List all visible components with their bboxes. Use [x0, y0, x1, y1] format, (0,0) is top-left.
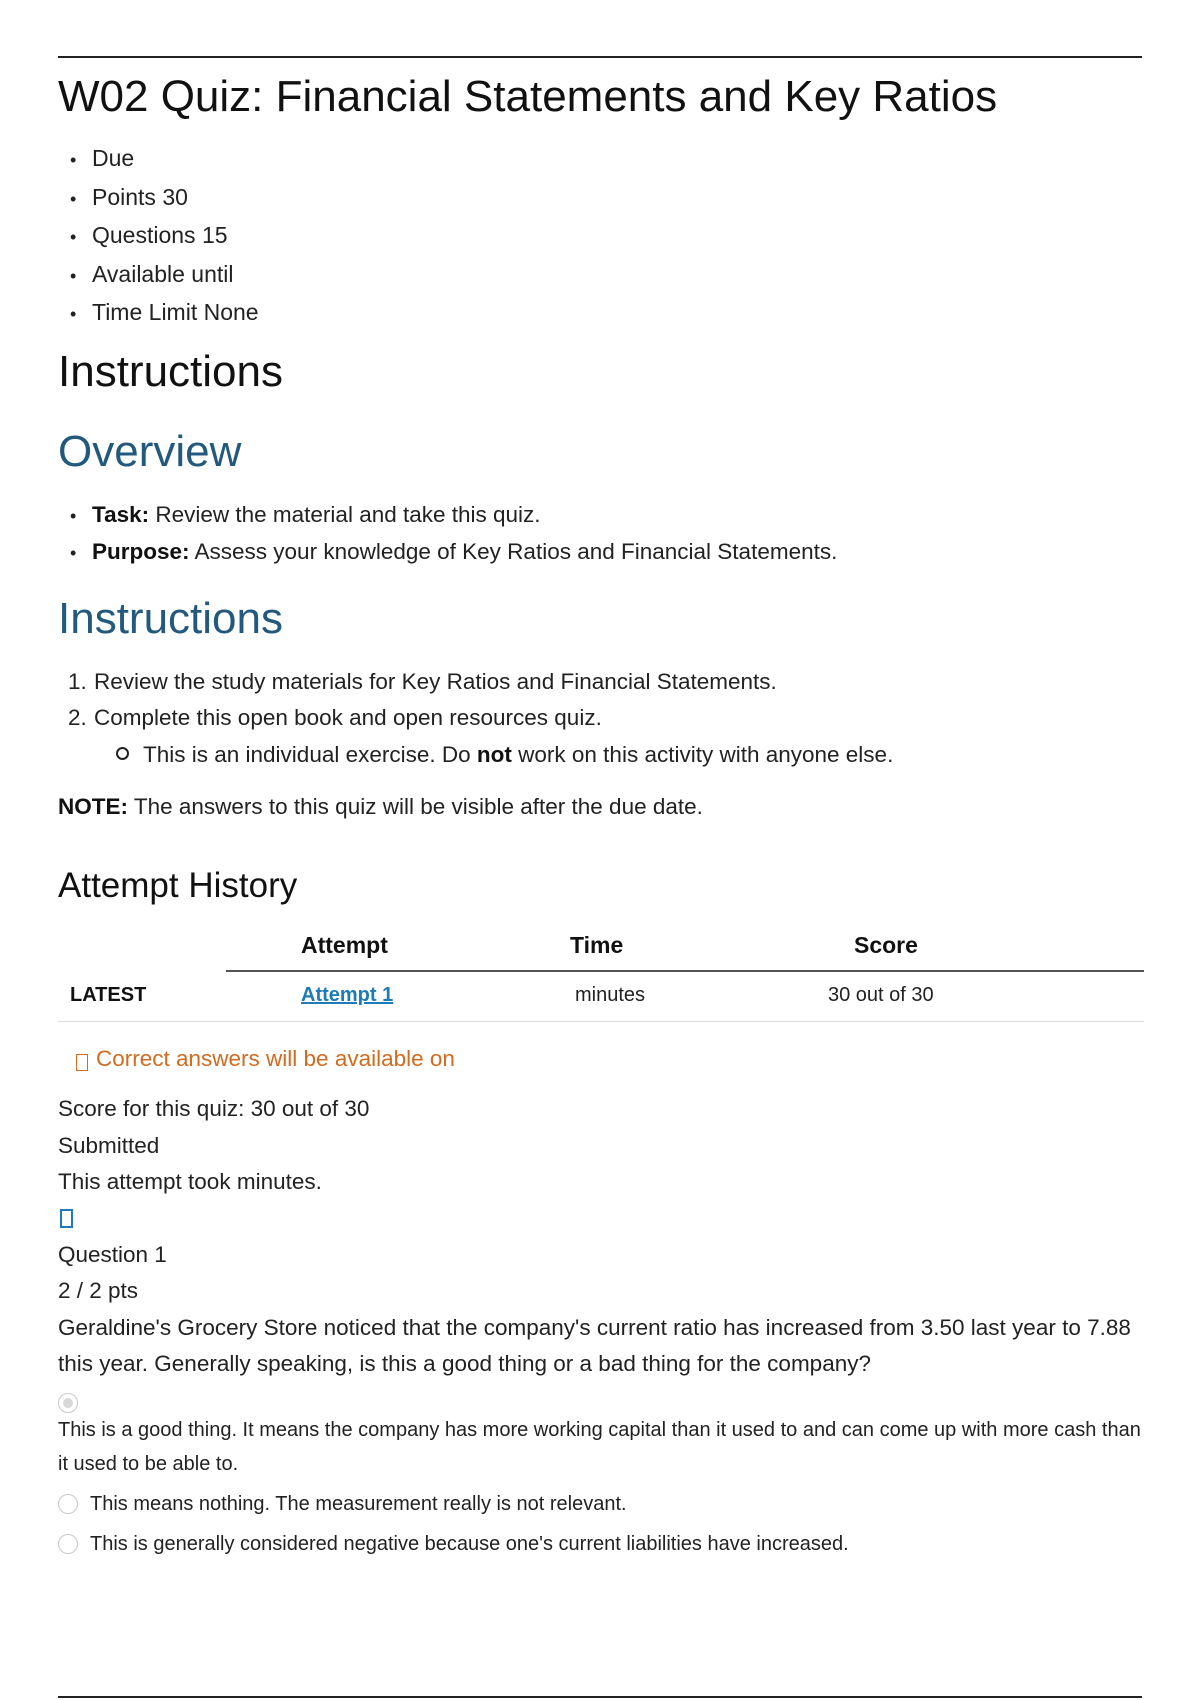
bullet-icon: •	[70, 543, 77, 563]
quiz-title: W02 Quiz: Financial Statements and Key Ratios	[58, 72, 998, 121]
answer-radio[interactable]	[58, 1534, 78, 1554]
question-text: Geraldine's Grocery Store noticed that the company's current ratio has increased from 3.50 last year to 7.88 this year. Generally speaking, is this a good thing or a bad thing for the company?	[58, 1314, 1131, 1376]
attempt-time: minutes	[575, 984, 646, 1006]
overview-heading: Overview	[58, 426, 242, 476]
warning-icon	[76, 1054, 88, 1071]
bullet-icon: •	[70, 505, 77, 526]
note-text: NOTE: The answers to this quiz will be visible after the due date.	[58, 794, 703, 819]
attempt-history-table	[58, 925, 1144, 1021]
question-points: 2 / 2 pts	[58, 1278, 139, 1303]
quiz-content	[58, 68, 1142, 1561]
attempt-duration: This attempt took minutes.	[58, 1169, 322, 1194]
bullet-icon: •	[70, 150, 77, 170]
bullet-icon: •	[70, 227, 77, 247]
answer-option-selected[interactable]	[58, 1393, 1142, 1413]
overview-task: • Task: Review the material and take this quiz.	[70, 497, 1142, 535]
detail-questions: • Questions 15	[70, 217, 1142, 256]
step-1: 1. Review the study materials for Key Ratios and Financial Statements.	[68, 668, 777, 694]
bullet-icon: •	[70, 265, 77, 286]
question-flag-icon[interactable]	[60, 1209, 73, 1228]
question-label: Question 1	[58, 1241, 167, 1267]
answer-radio[interactable]	[58, 1494, 78, 1514]
detail-time-limit: • Time Limit None	[70, 294, 1142, 333]
column-header-attempt: Attempt	[301, 932, 388, 958]
detail-available-until: • Available until	[70, 256, 1142, 295]
top-divider	[58, 56, 1142, 58]
header-divider	[226, 970, 1144, 972]
column-header-score: Score	[854, 932, 918, 958]
submission-status: Submitted	[58, 1132, 160, 1158]
answer-text-1: This is a good thing. It means the company has more working capital than it used to and can come up with more cash than it used to be able to.	[58, 1418, 1141, 1475]
instructions-heading: Instructions	[58, 346, 283, 396]
overview-list	[58, 497, 1142, 572]
answer-radio-selected[interactable]	[58, 1393, 78, 1413]
attempt-score: 30 out of 30	[828, 984, 934, 1006]
answer-option-2[interactable]: This means nothing. The measurement really is not relevant.	[58, 1487, 1142, 1521]
attempt-history-heading: Attempt History	[58, 866, 298, 905]
bullet-icon: •	[70, 304, 77, 324]
answer-option-3[interactable]: This is generally considered negative because one's current liabilities have increased.	[58, 1527, 1142, 1561]
step-2-note: This is an individual exercise. Do not work on this activity with anyone else.	[68, 737, 1142, 774]
bottom-divider	[58, 1696, 1142, 1698]
attempt-1-link[interactable]: Attempt 1	[301, 984, 394, 1006]
step-2: 2. Complete this open book and open resources quiz.	[68, 705, 602, 730]
instructions-steps	[58, 664, 1142, 774]
quiz-score: Score for this quiz: 30 out of 30	[58, 1096, 370, 1121]
detail-points: • Points 30	[70, 179, 1142, 218]
row-divider	[58, 1021, 1144, 1022]
bullet-icon: •	[70, 188, 77, 209]
overview-purpose: • Purpose: Assess your knowledge of Key Ratios and Financial Statements.	[70, 534, 1142, 572]
latest-badge: LATEST	[70, 984, 147, 1006]
instructions-subheading: Instructions	[58, 593, 283, 643]
circle-bullet-icon	[116, 747, 129, 760]
quiz-details-list	[58, 140, 1142, 333]
correct-answers-notice: Correct answers will be available on	[76, 1041, 1142, 1077]
detail-due: • Due	[70, 140, 1142, 179]
column-header-time: Time	[570, 932, 624, 958]
